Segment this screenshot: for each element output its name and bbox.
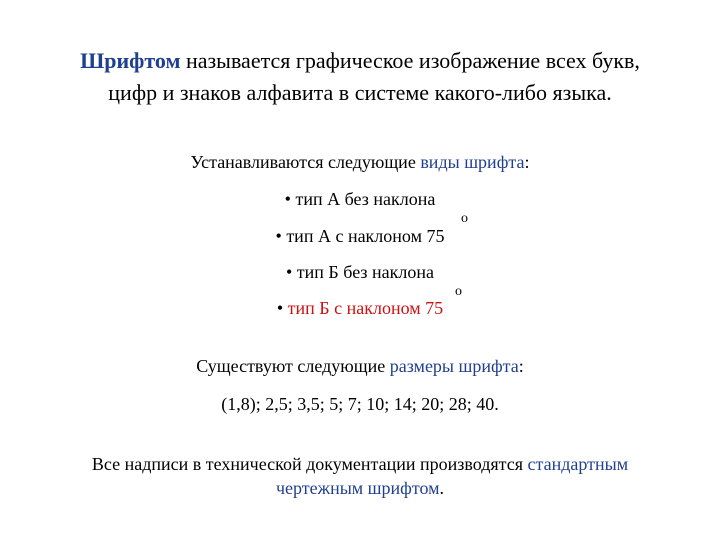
definition-line-2 <box>0 79 720 107</box>
term-highlight: Шрифтом <box>80 48 181 73</box>
types-intro-end: : <box>524 152 530 172</box>
type-item-text: • тип Б без наклона <box>286 262 434 282</box>
footer-end: . <box>439 478 445 498</box>
footer-highlight: стандартным <box>527 454 629 474</box>
type-item-text: • тип А с наклоном 75 <box>275 226 445 246</box>
type-item-2 <box>0 225 720 247</box>
type-item-1 <box>0 188 720 210</box>
type-item-3 <box>0 261 720 283</box>
footer-line-1 <box>0 453 720 475</box>
types-intro <box>0 151 720 173</box>
definition-text-2: цифр и знаков алфавита в системе какого-либо языка. <box>108 80 612 105</box>
footer-highlight-2: чертежным шрифтом <box>275 478 440 498</box>
sizes-intro-highlight: размеры шрифта <box>389 356 519 376</box>
definition-line-1 <box>0 47 720 75</box>
sizes-values <box>0 393 720 415</box>
degree-mark-red: о <box>455 284 462 299</box>
types-intro-highlight: виды шрифта <box>420 152 525 172</box>
definition-text: называется графическое изображение всех букв, <box>180 48 640 73</box>
degree-mark: о <box>461 211 468 226</box>
types-intro-text: Устанавливаются следующие <box>190 152 421 172</box>
footer-line-2 <box>0 477 720 499</box>
type-item-4 <box>0 297 720 319</box>
type-item-bullet: • <box>276 298 288 318</box>
type-item-text: • тип А без наклона <box>284 189 436 209</box>
sizes-intro <box>0 355 720 377</box>
sizes-intro-end: : <box>518 356 524 376</box>
footer-text: Все надписи в технической документации производятся <box>91 454 528 474</box>
sizes-values-text: (1,8); 2,5; 3,5; 5; 7; 10; 14; 20; 28; 40. <box>221 394 499 414</box>
sizes-intro-text: Существуют следующие <box>196 356 390 376</box>
type-item-text-red: тип Б с наклоном 75 <box>287 298 444 318</box>
